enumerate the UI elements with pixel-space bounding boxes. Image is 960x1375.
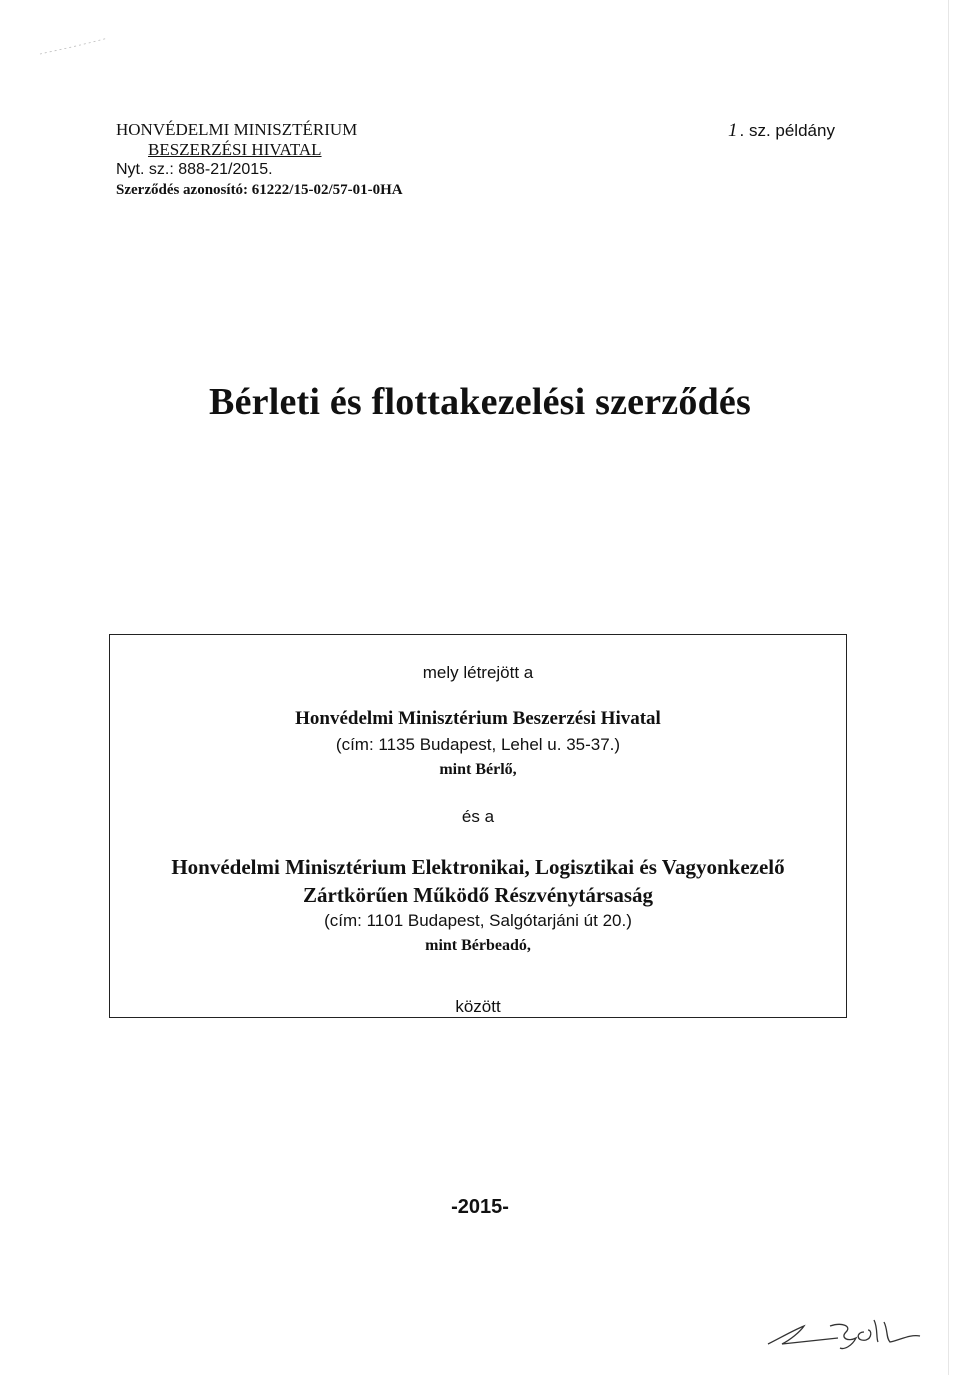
organization-name: HONVÉDELMI MINISZTÉRIUM: [116, 120, 358, 139]
scan-edge: [948, 0, 949, 1375]
document-title: Bérleti és flottakezelési szerződés: [209, 381, 751, 423]
contract-id: Szerződés azonosító: 61222/15-02/57-01-0HA: [116, 182, 403, 198]
office-name: BESZERZÉSI HIVATAL: [148, 140, 322, 159]
issuer-header: [116, 120, 403, 200]
lessee-role: mint Bérlő,: [439, 761, 517, 778]
copy-label: [728, 120, 835, 142]
lessor-address: (cím: 1101 Budapest, Salgótarjáni út 20.): [324, 911, 632, 930]
copy-number: 1: [728, 120, 738, 141]
closing-text: között: [455, 997, 501, 1016]
intro-text: mely létrejött a: [422, 663, 534, 682]
lessor-role: mint Bérbeadó,: [425, 937, 531, 954]
lessee-name: Honvédelmi Minisztérium Beszerzési Hivatal: [295, 708, 661, 729]
lessor-name-line1: Honvédelmi Minisztérium Elektronikai, Logisztikai és Vagyonkezelő: [171, 855, 785, 879]
handwritten-initials: [760, 1318, 940, 1358]
lessor-name-line2: Zártkörűen Működő Részvénytársaság: [303, 883, 653, 907]
registry-number: Nyt. sz.: 888-21/2015.: [116, 161, 273, 178]
document-year: -2015-: [451, 1196, 509, 1218]
scan-artifact: [38, 30, 118, 70]
copy-text: . sz. példány: [739, 121, 835, 140]
lessee-address: (cím: 1135 Budapest, Lehel u. 35-37.): [335, 735, 621, 754]
parties-box: [109, 634, 847, 1018]
conjunction-text: és a: [461, 807, 495, 826]
